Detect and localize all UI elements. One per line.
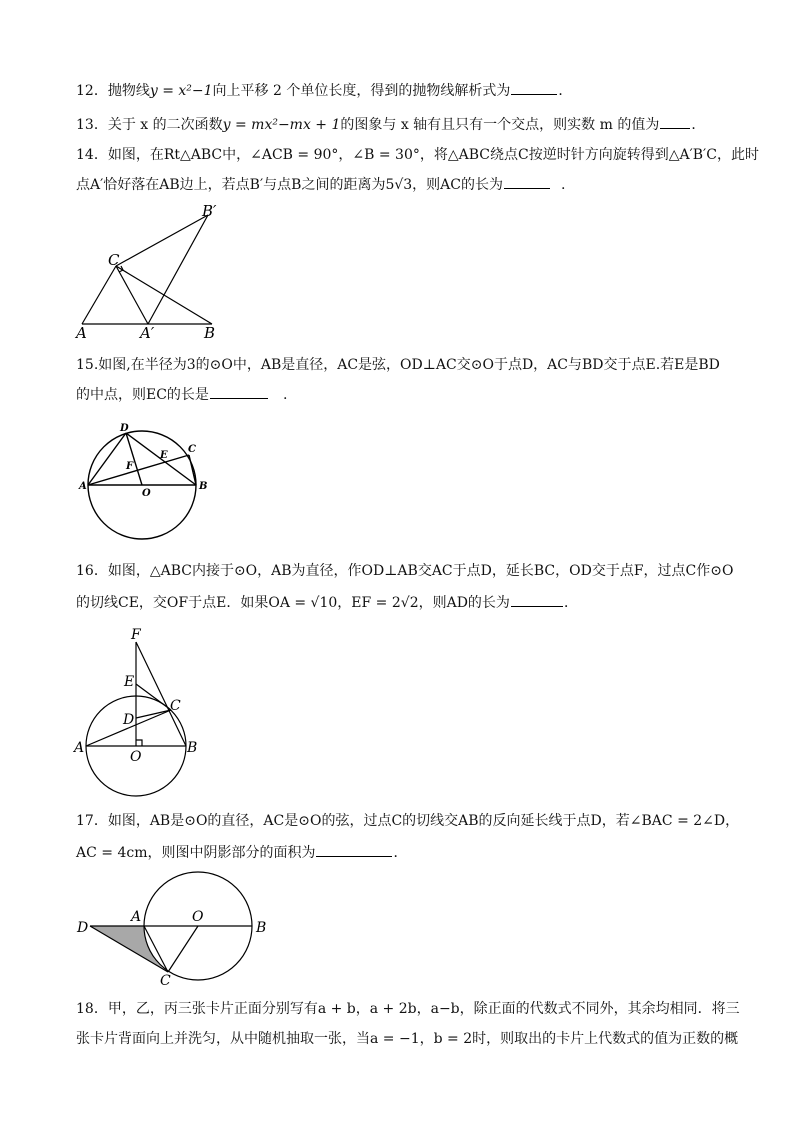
question-15-line-2 bbox=[76, 386, 287, 404]
label-b: B bbox=[187, 740, 198, 756]
q16-end: ． bbox=[563, 595, 578, 611]
label-f: F bbox=[126, 461, 134, 472]
label-c: C bbox=[170, 698, 181, 714]
figure-15-circle bbox=[76, 418, 216, 542]
label-c: C bbox=[160, 973, 171, 986]
q14-line2-text: 点A′恰好落在AB边上，若点B′与点B之间的距离为5√3，则AC的长为 bbox=[76, 177, 503, 193]
q13-prefix: 13．关于 x 的二次函数 bbox=[76, 117, 223, 133]
label-o: O bbox=[142, 488, 151, 499]
label-a: A bbox=[76, 324, 87, 342]
label-b: B bbox=[256, 920, 267, 936]
question-14-line-2 bbox=[76, 176, 565, 194]
question-17-line-1: 17．如图，AB是⊙O的直径，AC是⊙O的弦，过点C的切线交AB的反向延长线于点D，若∠BAC = 2∠D， bbox=[76, 813, 740, 829]
label-b: B bbox=[204, 324, 216, 342]
q15-answer-blank bbox=[210, 386, 268, 399]
q12-end: ． bbox=[558, 83, 573, 99]
label-a: A bbox=[79, 481, 87, 492]
question-18-line-1: 18．甲，乙，丙三张卡片正面分别写有a + b，a + 2b，a−b，除正面的代数式不同外，其余均相同．将三 bbox=[76, 1001, 740, 1017]
question-16-line-2 bbox=[76, 594, 578, 612]
q12-prefix: 12．抛物线 bbox=[76, 83, 150, 99]
q17-answer-blank bbox=[316, 844, 392, 857]
q13-answer-blank bbox=[660, 116, 690, 129]
question-18-line-2: 张卡片背面向上并洗匀，从中随机抽取一张，当a = −1，b = 2时，则取出的卡片上代数式的值为正数的概 bbox=[76, 1031, 739, 1047]
question-16-line-1: 16．如图，△ABC内接于⊙O，AB为直径，作OD⊥AB交AC于点D，延长BC，OD交于点F，过点C作⊙O bbox=[76, 563, 734, 579]
q15-end: . bbox=[282, 387, 288, 403]
q13-end: ． bbox=[691, 117, 706, 133]
question-12 bbox=[76, 82, 572, 100]
q17-end: ． bbox=[393, 845, 408, 861]
label-e: E bbox=[160, 450, 168, 461]
label-c: C bbox=[188, 444, 196, 455]
label-b: B bbox=[199, 481, 208, 492]
label-d: D bbox=[120, 423, 129, 434]
q12-expression: y = x²−1 bbox=[149, 83, 213, 99]
figure-17-circle bbox=[72, 868, 272, 986]
label-a-prime: A′ bbox=[140, 324, 155, 342]
q12-answer-blank bbox=[511, 82, 557, 95]
q17-line2-text: AC = 4cm，则图中阴影部分的面积为 bbox=[76, 845, 316, 861]
label-d: D bbox=[123, 712, 135, 728]
q13-text: 的图象与 x 轴有且只有一个交点，则实数 m 的值为 bbox=[340, 117, 660, 133]
q16-line2-text: 的切线CE，交OF于点E．如果OA = √10，EF = 2√2，则AD的长为 bbox=[76, 595, 510, 611]
label-e: E bbox=[124, 674, 135, 690]
label-c: C bbox=[108, 251, 120, 269]
q15-line2-text: 的中点，则EC的长是 bbox=[76, 387, 209, 403]
label-b-prime: B′ bbox=[202, 202, 217, 220]
label-o: O bbox=[192, 909, 204, 925]
q12-text: 向上平移 2 个单位长度，得到的抛物线解析式为 bbox=[212, 83, 511, 99]
label-a: A bbox=[74, 740, 85, 756]
question-13 bbox=[76, 116, 705, 134]
q13-expression: y = mx²−mx + 1 bbox=[222, 117, 341, 133]
label-a: A bbox=[131, 909, 142, 925]
question-14-line-1: 14．如图，在Rt△ABC中，∠ACB = 90°，∠B = 30°，将△ABC绕点C按逆时针方向旋转得到△A′B′C，此时 bbox=[76, 147, 759, 163]
label-o: O bbox=[130, 749, 142, 765]
label-f: F bbox=[131, 627, 141, 643]
q16-answer-blank bbox=[511, 594, 563, 607]
q14-answer-blank bbox=[504, 176, 550, 189]
figure-16-circle bbox=[70, 622, 220, 828]
q14-end: . bbox=[561, 177, 566, 193]
question-17-line-2 bbox=[76, 844, 407, 862]
figure-14-triangle bbox=[70, 198, 230, 344]
label-d: D bbox=[77, 920, 89, 936]
question-15-line-1: 15.如图,在半径为3的⊙O中，AB是直径，AC是弦，OD⊥AC交⊙O于点D，AC与BD交于点E.若E是BD bbox=[76, 357, 720, 373]
